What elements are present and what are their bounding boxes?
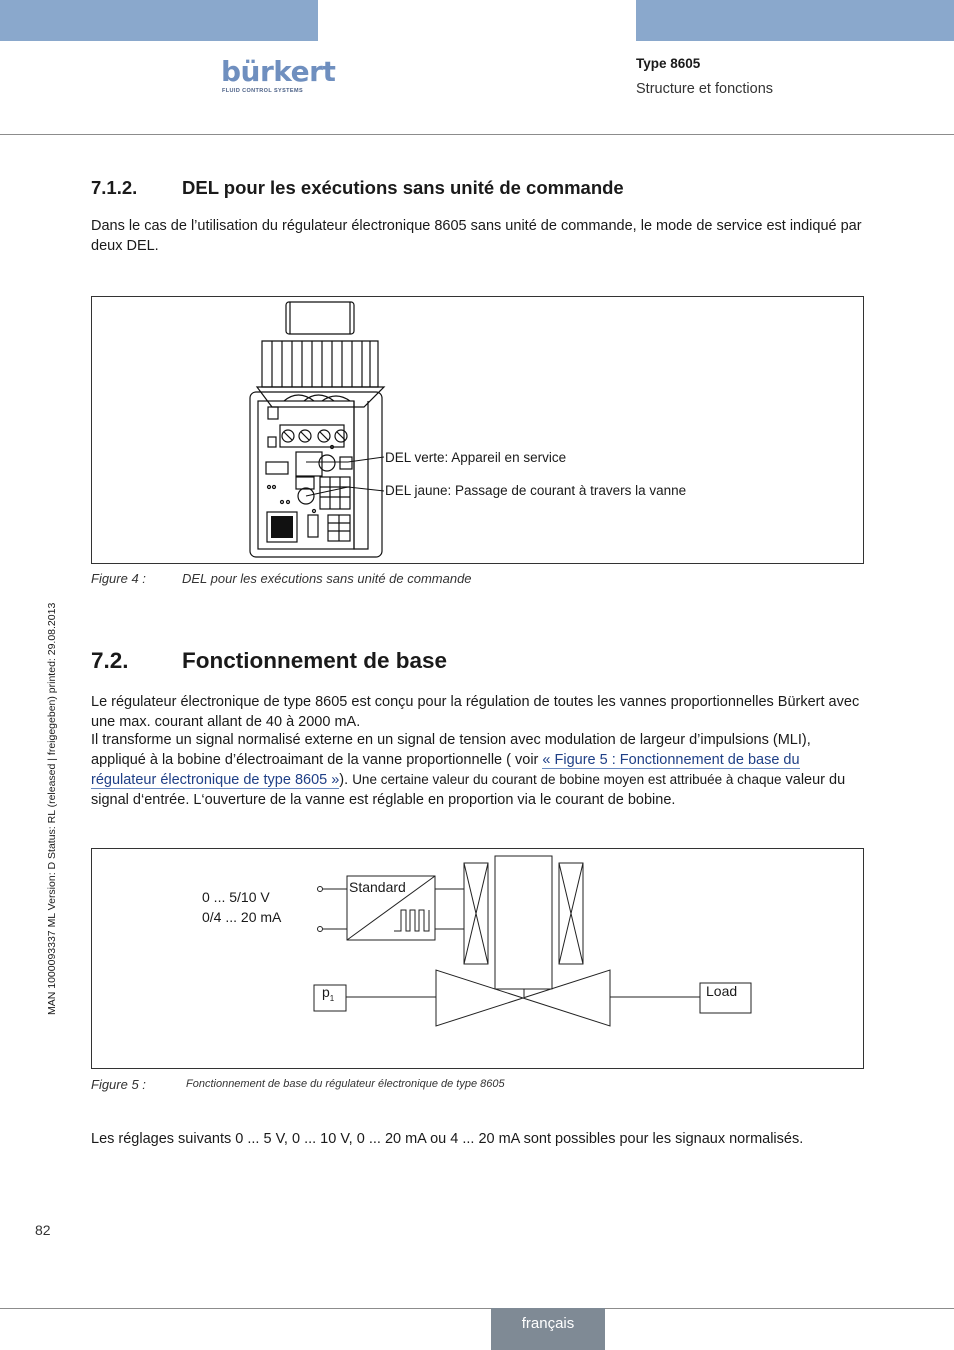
header-divider [0,134,954,135]
figure-5-box [91,848,864,1069]
intro-paragraph: Dans le cas de l’utilisation du régulateur électronique 8605 sans unité de commande, le mode de service est indiqué par deux DEL. [91,218,862,254]
section-number: 7.1.2. [91,177,138,198]
caption-number: Figure 5 : [91,1077,146,1092]
page-number: 82 [35,1222,51,1238]
section-title: DEL pour les exécutions sans unité de commande [182,177,624,198]
header-band-left [0,0,318,41]
load-label: Load [706,983,738,999]
language-tab: français [491,1308,605,1350]
figure-4-caption [91,571,472,586]
basic-function-diagram [92,849,863,1068]
led-yellow-label: DEL jaune: Passage de courant à travers la vanne [385,483,687,498]
caption-text: DEL pour les exécutions sans unité de commande [182,571,472,586]
led-green-label: DEL verte: Appareil en service [385,450,567,465]
caption-text: Fonctionnement de base du régulateur électronique de type 8605 [186,1078,505,1090]
controller-pcb-drawing [92,297,863,563]
header-band-right [636,0,954,41]
figure-5-crossref-link[interactable]: « Figure 5 : Fonctionnement de base du régulateur électronique de type 8605 » [91,751,800,788]
brand-tagline: FLUID CONTROL SYSTEMS [222,88,304,94]
brand-wordmark: bürkert [221,55,336,88]
figure-4-box [91,296,864,564]
document-metadata: MAN 1000093337 ML Version: D Status: RL (released | freigegeben) printed: 29.08.2013 [46,602,58,1015]
figure-5-caption [91,1077,505,1092]
paragraph-purpose: Le régulateur électronique de type 8605 est conçu pour la régulation de toutes les vannes proportionnelles Bürkert avec une max. courant allant de 40 à 2000 mA. [91,694,860,730]
paragraph-settings: Les réglages suivants 0 ... 5 V, 0 ... 10 V, 0 ... 20 mA ou 4 ... 20 mA sont possibles pour les signaux normalisés. [91,1131,804,1147]
product-type: Type 8605 [636,56,701,71]
brand-logo [221,55,336,97]
section-title: Fonctionnement de base [182,648,448,673]
section-number: 7.2. [91,648,129,673]
input-voltage-range: 0 ... 5/10 V [202,889,270,905]
input-current-range: 0/4 ... 20 mA [202,909,282,925]
footer-divider [0,1308,954,1309]
caption-number: Figure 4 : [91,571,146,586]
pressure-label: $p_1$ [322,984,335,1003]
standard-block-label: Standard [349,879,406,895]
chapter-title: Structure et fonctions [636,81,774,97]
paragraph-operation: Il transforme un signal normalisé externe en un signal de tension avec modulation de largeur d’impulsions (MLI), appliqué à la bobine d’électroaimant de la vanne proportionnelle ( voir « Figure 5 : Fonctionnement de base du régulateur électronique de type 8605 »). Une certaine valeur du courant de bobine moyen est attribuée à chaque valeur du signal d‘entrée. L‘ouverture de la vanne est réglable en proportion via le courant de bobine. [91,732,846,808]
